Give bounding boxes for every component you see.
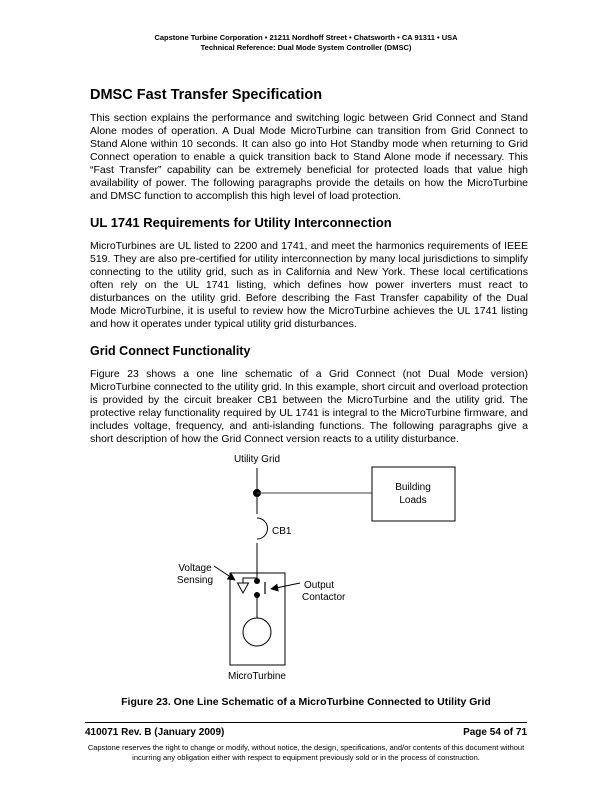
microturbine-label: MicroTurbine	[228, 671, 286, 682]
figure-caption: Figure 23. One Line Schematic of a MicroTurbine Connected to Utility Grid	[121, 696, 491, 708]
one-line-schematic-figure	[85, 450, 527, 697]
voltage-sensing-label-line2: Sensing	[176, 575, 214, 586]
footer-disclaimer: Capstone reserves the right to change or modify, without notice, the design, specifications, and/or contents of this document without incurring any obligation either with respect to equipment previously sold or in the process of construction.	[87, 743, 525, 762]
header-company-line: Capstone Turbine Corporation • 21211 Nordhoff Street • Chatsworth • CA 91311 • USA	[154, 33, 458, 42]
utility-grid-label: Utility Grid	[233, 454, 281, 465]
header-reference-line: Technical Reference: Dual Mode System Controller (DMSC)	[200, 43, 412, 52]
contactor-top-node-icon	[254, 578, 260, 584]
heading-grid-connect: Grid Connect Functionality	[90, 344, 251, 358]
schematic-diagram	[85, 450, 527, 692]
building-loads-box	[372, 467, 455, 521]
output-contactor-label-line2: Contactor	[302, 592, 346, 603]
grid-connect-paragraph: Figure 23 shows a one line schematic of a Grid Connect (not Dual Mode version) MicroTurbine connected to the utility grid. In this example, short circuit and overload protection is provided by the circuit breaker CB1 between the MicroTurbine and the utility grid. The protective relay functionality required by UL 1741 is integral to the MicroTurbine firmware, and includes voltage, frequency, and anti-islanding functions. The following paragraphs give a short description of how the Grid Connect version reacts to a utility disturbance.	[90, 368, 528, 445]
breaker-arc-icon	[257, 518, 268, 539]
footer-divider	[85, 722, 527, 723]
page-header	[0, 33, 612, 53]
footer-row	[85, 727, 527, 738]
ul1741-paragraph: MicroTurbines are UL listed to 2200 and 1741, and meet the harmonics requirements of IEEE 519. They are also pre-certified for utility interconnection by many local jurisdictions to simplify connecting to the utility grid, such as in California and New York. These local certifications often rely on the UL 1741 listing, which defines how power inverters must react to disturbances on the utility grid. Before describing the Fast Transfer capability of the Dual Mode MicroTurbine, it is useful to review how the MicroTurbine achieves the UL 1741 listing and how it operates under typical utility grid disturbances.	[90, 240, 528, 330]
page-title: DMSC Fast Transfer Specification	[90, 87, 323, 103]
voltage-sensing-label-line1: Voltage	[178, 563, 212, 574]
building-loads-label-line1: Building	[395, 482, 431, 493]
intro-paragraph: This section explains the performance and switching logic between Grid Connect and Stand Alone modes of operation. A Dual Mode MicroTurbine can transition from Grid Connect to Stand Alone within 10 seconds. It can also go into Hot Standby mode when returning to Grid Connect operation to enable a quick transition back to Stand Alone mode if necessary. This “Fast Transfer” capability can be extremely beneficial for protected loads that value high availability of power. The following paragraphs provide the details on how the MicroTurbine and DMSC function to accomplish this high level of load protection.	[90, 112, 528, 202]
footer-page-number: Page 54 of 71	[463, 727, 527, 738]
footer-doc-ref: 410071 Rev. B (January 2009)	[85, 727, 225, 738]
generator-circle-icon	[243, 618, 271, 646]
heading-ul1741: UL 1741 Requirements for Utility Interconnection	[90, 215, 392, 230]
breaker-label: CB1	[272, 526, 292, 537]
contactor-bottom-node-icon	[254, 592, 260, 598]
output-contactor-label-line1: Output	[304, 580, 335, 591]
building-loads-label-line2: Loads	[399, 495, 427, 506]
